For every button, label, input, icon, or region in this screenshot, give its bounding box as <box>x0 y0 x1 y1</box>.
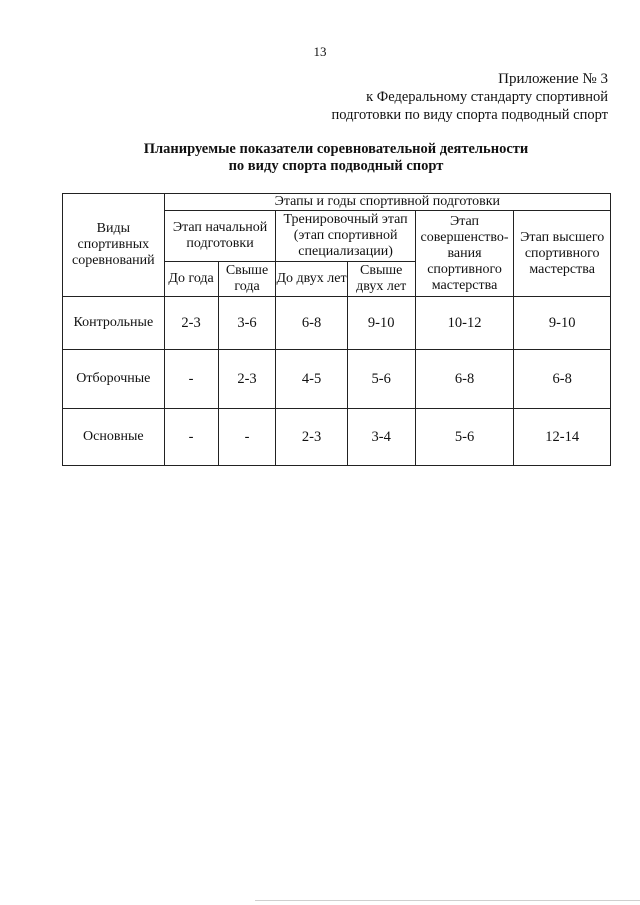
table-cell: 6-8 <box>276 297 347 350</box>
header-stage-initial: Этап начальной подготовки <box>164 211 276 262</box>
header-stage-improvement: Этап совершенство-вания спортивного мастерства <box>415 211 514 297</box>
table-cell: - <box>164 409 218 466</box>
table-row <box>63 297 611 350</box>
header-sport-types: Виды спортивных соревнований <box>63 194 165 297</box>
page-number: 13 <box>313 44 327 59</box>
row-label: Основные <box>63 409 165 466</box>
table-cell: - <box>218 409 276 466</box>
header-initial-upto-year: До года <box>164 262 218 297</box>
appendix-reference: к Федеральному стандарту спортивной <box>366 89 608 105</box>
row-label: Отборочные <box>63 350 165 409</box>
header-stage-training: Тренировочный этап (этап спортивной специализации) <box>276 211 415 262</box>
title-line-1: Планируемые показатели соревновательной деятельности <box>143 141 529 157</box>
document-title <box>0 141 640 175</box>
header-stage-highest: Этап высшего спортивного мастерства <box>514 211 611 297</box>
header-stages-group: Этапы и годы спортивной подготовки <box>164 194 610 211</box>
table-row <box>63 409 611 466</box>
table-cell: 2-3 <box>164 297 218 350</box>
table-cell: 3-6 <box>218 297 276 350</box>
header-training-upto-two: До двух лет <box>276 262 347 297</box>
table-cell: - <box>164 350 218 409</box>
table-row <box>63 350 611 409</box>
scan-edge-line <box>255 900 640 901</box>
table-cell: 2-3 <box>276 409 347 466</box>
table-cell: 2-3 <box>218 350 276 409</box>
table-cell: 10-12 <box>415 297 514 350</box>
indicators-table <box>62 193 611 466</box>
table-cell: 4-5 <box>276 350 347 409</box>
row-label: Контрольные <box>63 297 165 350</box>
table-cell: 9-10 <box>514 297 611 350</box>
title-line-2: по виду спорта подводный спорт <box>228 158 444 174</box>
appendix-subject: подготовки по виду спорта подводный спорт <box>331 107 608 123</box>
table-cell: 12-14 <box>514 409 611 466</box>
header-training-over-two: Свыше двух лет <box>347 262 415 297</box>
table-cell: 6-8 <box>514 350 611 409</box>
appendix-note <box>331 70 608 124</box>
table-cell: 5-6 <box>347 350 415 409</box>
table-cell: 3-4 <box>347 409 415 466</box>
table-cell: 9-10 <box>347 297 415 350</box>
header-initial-over-year: Свыше года <box>218 262 276 297</box>
table-cell: 5-6 <box>415 409 514 466</box>
appendix-number: Приложение № 3 <box>498 71 608 87</box>
table-cell: 6-8 <box>415 350 514 409</box>
